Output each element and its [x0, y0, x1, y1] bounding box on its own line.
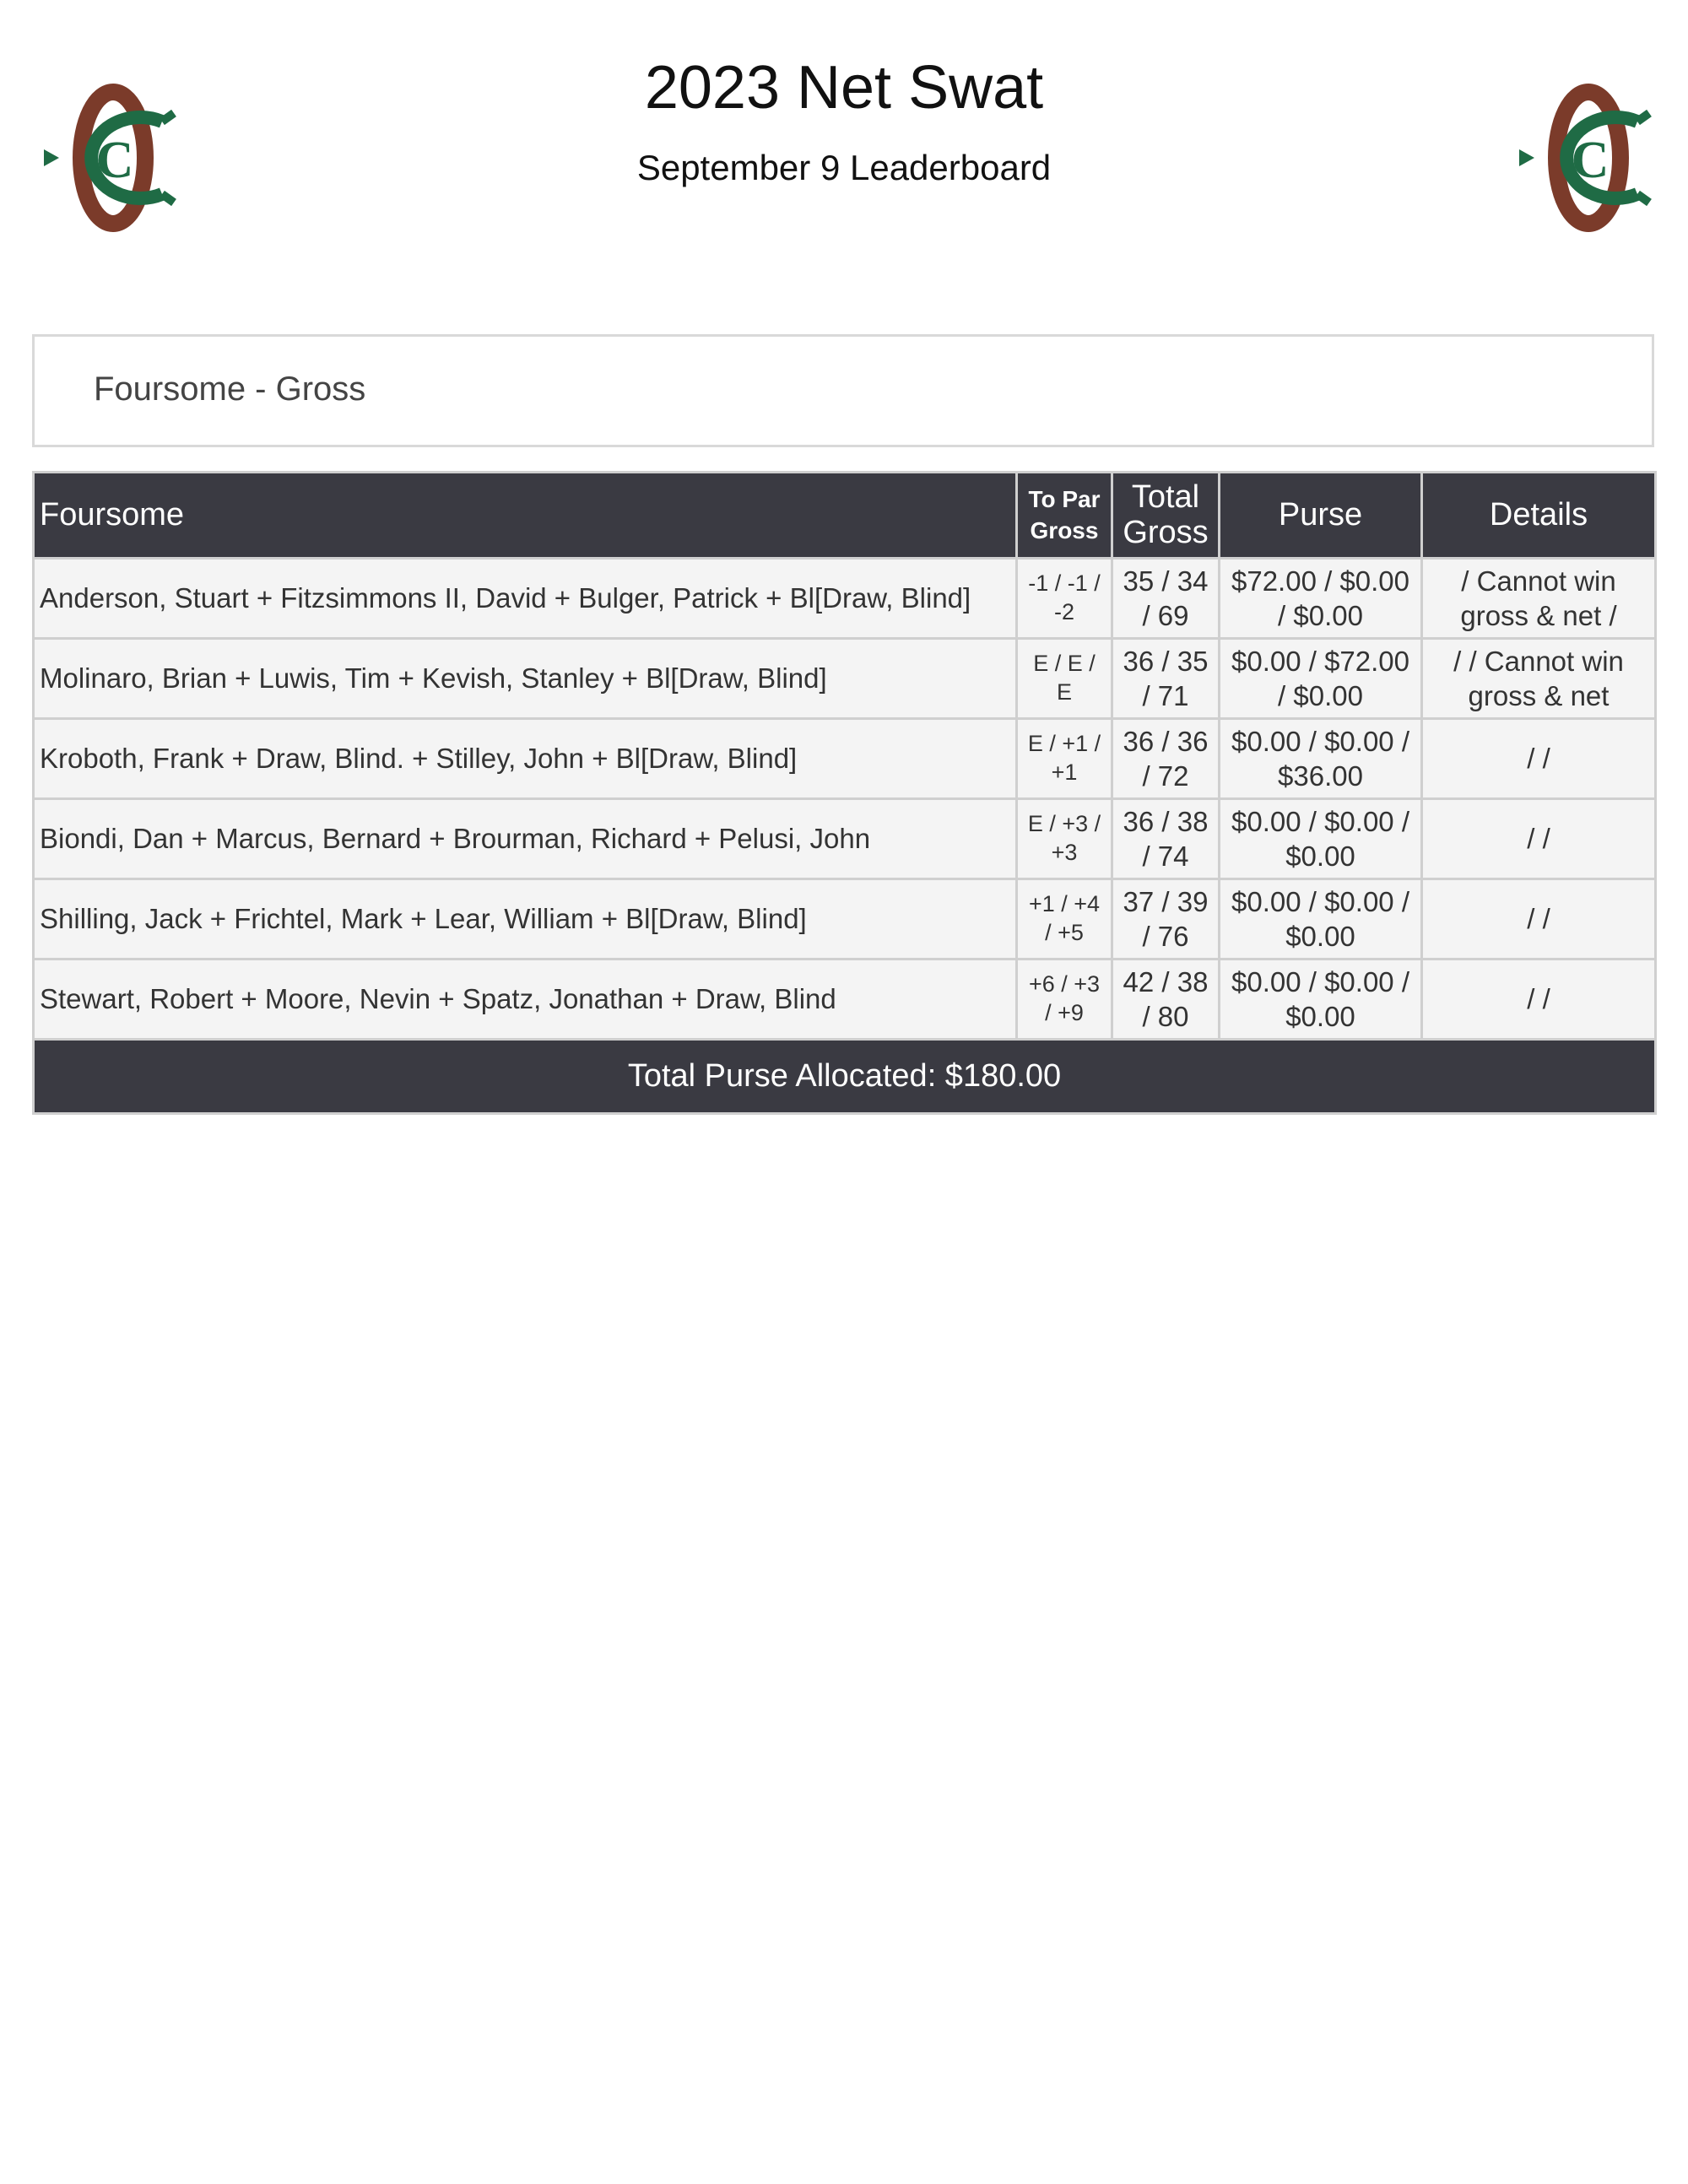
table-row: [34, 799, 1656, 879]
to-par-cell: [1017, 879, 1112, 960]
column-header-to-par-line1: To Par: [1028, 486, 1101, 513]
to-par-line2: / +5: [1045, 920, 1084, 945]
section-header: [32, 334, 1654, 447]
details-cell: [1422, 879, 1656, 960]
total-line2: / 69: [1142, 600, 1189, 631]
column-header-to-par-line2: Gross: [1030, 516, 1099, 543]
leaderboard-table: [32, 471, 1657, 1115]
column-header-total-line1: Total: [1131, 478, 1200, 515]
purse-line2: $0.00: [1285, 921, 1355, 952]
purse-cell: [1220, 960, 1422, 1040]
total-gross-cell: [1112, 960, 1220, 1040]
to-par-line1: -1 / -1 /: [1028, 570, 1101, 597]
table-row: [34, 719, 1656, 799]
to-par-cell: [1017, 799, 1112, 879]
details-cell: [1422, 559, 1656, 639]
purse-line2: / $0.00: [1278, 600, 1363, 631]
details-cell: [1422, 799, 1656, 879]
details-line2: gross & net /: [1460, 600, 1617, 631]
svg-text:C: C: [1571, 132, 1610, 189]
details-line1: / Cannot win: [1461, 565, 1616, 597]
details-line1: / /: [1527, 823, 1550, 855]
total-line1: 35 / 34: [1123, 565, 1209, 597]
purse-line2: / $0.00: [1278, 680, 1363, 711]
details-cell: [1422, 719, 1656, 799]
table-row: [34, 639, 1656, 719]
purse-line1: $0.00 / $0.00 /: [1231, 885, 1409, 917]
total-line2: / 74: [1142, 841, 1189, 872]
total-gross-cell: [1112, 639, 1220, 719]
column-header-to-par-gross: [1017, 473, 1112, 559]
column-header-details: Details: [1422, 473, 1656, 559]
details-line2: gross & net: [1468, 680, 1610, 711]
page-subtitle: September 9 Leaderboard: [636, 148, 1052, 187]
to-par-cell: [1017, 719, 1112, 799]
to-par-line2: -2: [1053, 599, 1074, 624]
total-gross-cell: [1112, 799, 1220, 879]
to-par-line1: E / E /: [1033, 651, 1096, 677]
svg-text:C: C: [95, 132, 134, 189]
details-line1: / /: [1527, 743, 1550, 775]
purse-line2: $36.00: [1278, 760, 1363, 792]
table-footer-row: [34, 1040, 1656, 1114]
purse-line1: $0.00 / $72.00: [1231, 645, 1410, 677]
to-par-line1: +1 / +4: [1028, 891, 1101, 917]
details-line1: / /: [1527, 983, 1550, 1015]
to-par-line2: +3: [1051, 840, 1078, 865]
purse-line2: $0.00: [1285, 1001, 1355, 1032]
total-line1: 36 / 36: [1123, 725, 1209, 757]
to-par-line1: E / +1 /: [1027, 731, 1101, 757]
foursome-cell: Biondi, Dan + Marcus, Bernard + Brourman, Richard + Pelusi, John: [34, 799, 1017, 879]
to-par-line2: E: [1056, 679, 1072, 705]
foursome-cell: Molinaro, Brian + Luwis, Tim + Kevish, Stanley + Bl[Draw, Blind]: [34, 639, 1017, 719]
purse-cell: [1220, 719, 1422, 799]
details-cell: [1422, 639, 1656, 719]
table-header-row: [34, 473, 1656, 559]
total-line2: / 80: [1142, 1001, 1189, 1032]
to-par-cell: [1017, 639, 1112, 719]
foursome-cell: Anderson, Stuart + Fitzsimmons II, David + Bulger, Patrick + Bl[Draw, Blind]: [34, 559, 1017, 639]
column-header-purse: Purse: [1220, 473, 1422, 559]
foursome-cell: Kroboth, Frank + Draw, Blind. + Stilley, John + Bl[Draw, Blind]: [34, 719, 1017, 799]
purse-line2: $0.00: [1285, 841, 1355, 872]
purse-cell: [1220, 639, 1422, 719]
total-gross-cell: [1112, 719, 1220, 799]
total-line2: / 71: [1142, 680, 1189, 711]
purse-line1: $0.00 / $0.00 /: [1231, 805, 1409, 837]
purse-line1: $0.00 / $0.00 /: [1231, 965, 1409, 997]
total-line1: 36 / 38: [1123, 805, 1209, 837]
purse-cell: [1220, 879, 1422, 960]
table-row: [34, 960, 1656, 1040]
table-row: [34, 559, 1656, 639]
total-line2: / 72: [1142, 760, 1189, 792]
foursome-cell: Shilling, Jack + Frichtel, Mark + Lear, William + Bl[Draw, Blind]: [34, 879, 1017, 960]
to-par-line1: E / +3 /: [1027, 811, 1101, 837]
purse-line1: $0.00 / $0.00 /: [1231, 725, 1409, 757]
total-gross-cell: [1112, 879, 1220, 960]
total-line2: / 76: [1142, 921, 1189, 952]
details-line1: / / Cannot win: [1453, 645, 1624, 677]
to-par-line1: +6 / +3: [1028, 971, 1101, 997]
column-header-foursome: Foursome: [34, 473, 1017, 559]
to-par-line2: +1: [1051, 760, 1078, 785]
total-line1: 37 / 39: [1123, 885, 1209, 917]
purse-cell: [1220, 799, 1422, 879]
purse-line1: $72.00 / $0.00: [1231, 565, 1410, 597]
table-row: [34, 879, 1656, 960]
total-gross-cell: [1112, 559, 1220, 639]
page-title: 2023 Net Swat: [644, 54, 1044, 122]
total-line1: 42 / 38: [1123, 965, 1209, 997]
foursome-cell: Stewart, Robert + Moore, Nevin + Spatz, Jonathan + Draw, Blind: [34, 960, 1017, 1040]
total-line1: 36 / 35: [1123, 645, 1209, 677]
column-header-total-gross: [1112, 473, 1220, 559]
to-par-line2: / +9: [1045, 1000, 1084, 1025]
details-cell: [1422, 960, 1656, 1040]
total-purse-allocated: Total Purse Allocated: $180.00: [34, 1040, 1656, 1114]
section-title: Foursome - Gross: [94, 370, 366, 408]
purse-cell: [1220, 559, 1422, 639]
column-header-total-line2: Gross: [1123, 514, 1209, 550]
to-par-cell: [1017, 960, 1112, 1040]
details-line1: / /: [1527, 903, 1550, 935]
to-par-cell: [1017, 559, 1112, 639]
